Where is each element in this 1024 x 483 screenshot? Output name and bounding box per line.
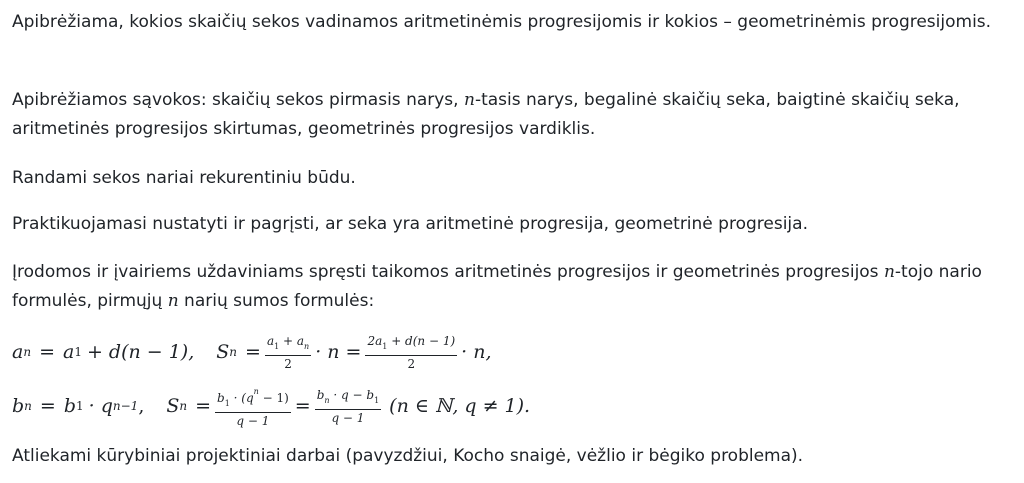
frac-denominator: q − 1 [331, 410, 365, 425]
equals-sign: = [195, 395, 212, 417]
paragraph-formulas-text-after: narių sumos formulės: [178, 291, 375, 311]
times-n-tail: · n, [461, 341, 492, 363]
frac-subscript-n: n [304, 341, 310, 351]
frac-denominator: 2 [284, 356, 292, 371]
frac-subscript-1: 1 [374, 395, 380, 405]
equals-sign: = [294, 395, 311, 417]
frac-a1: a [266, 333, 275, 348]
frac-2a: 2a [367, 333, 383, 348]
paragraph-formulas-text-mid: -tojo nario formulės, pirmųjų [12, 262, 982, 311]
exponent-n-minus-1: n−1 [112, 399, 139, 413]
subscript-n: n [24, 399, 32, 413]
symbol-a1: a [62, 341, 75, 363]
frac-subscript-1: 1 [274, 341, 280, 351]
symbol-S: S [166, 395, 180, 417]
math-variable-n: n [167, 291, 179, 311]
symbol-a: a [12, 341, 24, 363]
frac-subscript-n: n [324, 395, 330, 405]
arithmetic-formula [12, 332, 492, 372]
math-variable-n: n [463, 90, 475, 110]
equals-sign: = [39, 341, 55, 363]
frac-subscript-1: 1 [224, 398, 230, 408]
difference-term: + d(n − 1), [86, 341, 195, 363]
comma: , [138, 395, 145, 417]
subscript-n: n [229, 345, 238, 359]
times-n-equals: · n = [315, 341, 362, 363]
geometric-formula [12, 386, 530, 426]
frac-denominator: 2 [407, 356, 416, 371]
frac-b1: b [217, 390, 225, 405]
paragraph-concepts-text-after: -tasis narys, begalinė skaičių seka, baigtinė skaičių seka, aritmetinės progresijos skirtumas, geometrinės progresijos vardiklis. [12, 90, 960, 139]
subscript-n: n [23, 345, 32, 359]
frac-plus-an: + a [279, 333, 305, 348]
frac-minus-1: − 1) [258, 390, 289, 405]
paragraph-recurrent: Randami sekos nariai rekurentiniu būdu. [12, 168, 356, 188]
paragraph-definition: Apibrėžiama, kokios skaičių sekos vadinamos aritmetinėmis progresijomis ir kokios – geometrinėmis progresijomis. [12, 12, 992, 32]
fraction-sum-second [365, 334, 457, 371]
math-variable-n: n [883, 262, 895, 282]
frac-exponent-n: n [253, 386, 259, 396]
paragraph-concepts-text-before: Apibrėžiamos sąvokos: skaičių sekos pirmasis narys, [12, 90, 464, 110]
subscript-1: 1 [74, 345, 82, 359]
times-q: · q [88, 395, 113, 417]
frac-denominator: q − 1 [236, 413, 270, 428]
paragraph-projects: Atliekami kūrybiniai projektiniai darbai (pavyzdžiui, Kocho snaigė, vėžlio ir bėgiko problema). [12, 446, 804, 466]
domain-condition: (n ∈ ℕ, q ≠ 1). [389, 395, 531, 417]
frac-q-term: · (q [229, 390, 254, 405]
paragraph-concepts [12, 86, 1002, 144]
frac-subscript-1: 1 [382, 341, 388, 351]
frac-q-minus-b: · q − b [329, 387, 375, 402]
equals-sign: = [39, 395, 56, 417]
subscript-1: 1 [76, 399, 84, 413]
paragraph-practice: Praktikuojamasi nustatyti ir pagrįsti, ar seka yra aritmetinė progresija, geometrinė progresija. [12, 214, 808, 234]
equals-sign: = [245, 341, 261, 363]
symbol-b1: b [63, 395, 76, 417]
paragraph-formulas-intro [12, 258, 1002, 316]
fraction-geom-second [315, 388, 381, 425]
fraction-sum-first [265, 334, 311, 371]
fraction-geom-first [215, 385, 291, 428]
frac-d-term: + d(n − 1) [387, 333, 456, 348]
symbol-S: S [216, 341, 230, 363]
subscript-n: n [179, 399, 188, 413]
paragraph-formulas-text-before: Įrodomos ir įvairiems uždaviniams spręsti taikomos aritmetinės progresijos ir geometrinės progresijos [12, 262, 884, 282]
symbol-b: b [12, 395, 25, 417]
frac-bn: b [316, 387, 325, 402]
